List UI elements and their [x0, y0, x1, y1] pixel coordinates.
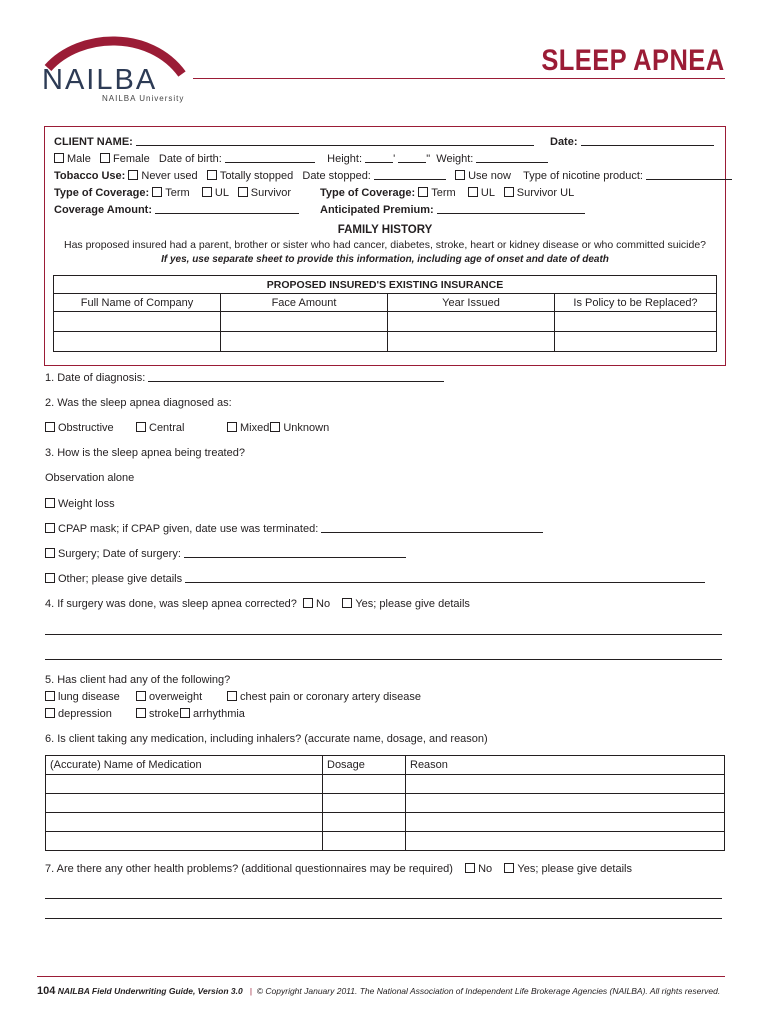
lung-disease-checkbox[interactable] [45, 691, 55, 701]
mixed-label: Mixed [240, 422, 270, 434]
height-inches-field[interactable] [398, 162, 426, 163]
overweight-label: overweight [149, 691, 203, 703]
totally-stopped-label: Totally stopped [219, 170, 294, 182]
female-label: Female [113, 153, 150, 165]
anticipated-premium-field[interactable] [437, 213, 585, 214]
ul-label-1: UL [214, 187, 229, 199]
obstructive-label: Obstructive [58, 422, 114, 434]
col-replaced: Is Policy to be Replaced? [555, 294, 717, 312]
use-now-checkbox[interactable] [455, 170, 465, 180]
table-cell[interactable] [54, 332, 221, 352]
term-checkbox-1[interactable] [152, 187, 162, 197]
weight-loss-label: Weight loss [58, 498, 115, 510]
coverage-type-label-2: Type of Coverage: [320, 187, 416, 199]
coverage-type-label-1: Type of Coverage: [54, 187, 150, 199]
lung-disease-label: lung disease [58, 691, 120, 703]
weight-field[interactable] [476, 162, 548, 163]
dob-label: Date of birth: [158, 153, 222, 165]
ul-checkbox-1[interactable] [202, 187, 212, 197]
table-cell[interactable] [323, 832, 406, 851]
cpap-label: CPAP mask; if CPAP given, date use was terminated: [58, 523, 319, 535]
date-label: Date: [550, 136, 578, 148]
q4-no-checkbox[interactable] [303, 598, 313, 608]
table-row [46, 775, 725, 794]
table-cell[interactable] [388, 332, 555, 352]
table-cell[interactable] [46, 832, 323, 851]
family-history-question: Has proposed insured had a parent, brother or sister who had cancer, diabetes, stroke, heart or kidney disease or who committed suicide? [63, 239, 707, 251]
totally-stopped-checkbox[interactable] [207, 170, 217, 180]
term-label-1: Term [165, 187, 190, 199]
family-history-heading: FAMILY HISTORY [337, 224, 433, 236]
table-cell[interactable] [323, 775, 406, 794]
col-medication-name: (Accurate) Name of Medication [46, 756, 323, 775]
date-stopped-field[interactable] [374, 179, 446, 180]
q4-details-line-1[interactable] [45, 634, 722, 635]
diagnosis-date-field[interactable] [148, 381, 444, 382]
other-checkbox[interactable] [45, 573, 55, 583]
dob-field[interactable] [225, 162, 315, 163]
client-box: CLIENT NAME: Date: Male Female Date of birth: Height: ' " Weight: Tobacco Use: Never used Totally stopped Date stopped: Use now Type of nicotine product: Type of Coverage: Term UL Survivor Type of Coverage: Term UL Survivor UL Coverage Amount: Anticipated Premium: FAMILY HISTORY Has proposed insured had a parent, brother or sister who had cancer, diabetes, stroke, heart or kidney disease or who committed suicide? If yes, use separate sheet to provide this information, including age of onset and date of death PROPOSED INSURED'S EXISTING INSURANCE Full Name of Company Face Amount Year Issued Is Policy to be Replaced? [44, 126, 726, 366]
q7-label: 7. Are there any other health problems? (additional questionnaires may be required) [45, 863, 453, 875]
stroke-label: stroke [149, 708, 179, 720]
nailba-logo [40, 36, 190, 108]
q7-details-line-1[interactable] [45, 898, 722, 899]
table-cell[interactable] [406, 775, 725, 794]
q6-label: 6. Is client taking any medication, including inhalers? (accurate name, dosage, and reason) [45, 733, 488, 745]
date-stopped-label: Date stopped: [302, 170, 371, 182]
height-label: Height: [327, 153, 363, 165]
table-row [46, 813, 725, 832]
col-company: Full Name of Company [54, 294, 221, 312]
table-cell[interactable] [323, 794, 406, 813]
table-cell[interactable] [388, 312, 555, 332]
guide-title: NAILBA Field Underwriting Guide, Version 3.0 [57, 986, 243, 996]
q7-yes-label: Yes; please give details [517, 863, 632, 875]
table-cell[interactable] [221, 332, 388, 352]
anticipated-premium-label: Anticipated Premium: [320, 204, 434, 216]
observation-label: Observation alone [45, 472, 135, 484]
q4-yes-label: Yes; please give details [355, 598, 470, 610]
q7-no-checkbox[interactable] [465, 863, 475, 873]
insurance-table-heading: PROPOSED INSURED'S EXISTING INSURANCE [54, 276, 717, 294]
overweight-checkbox[interactable] [136, 691, 146, 701]
central-checkbox[interactable] [136, 422, 146, 432]
logo-sub: NAILBA University [102, 94, 185, 103]
table-cell[interactable] [46, 775, 323, 794]
table-cell[interactable] [406, 813, 725, 832]
unknown-label: Unknown [283, 422, 330, 434]
term-checkbox-2[interactable] [418, 187, 428, 197]
col-face-amount: Face Amount [221, 294, 388, 312]
header-rule [193, 78, 725, 79]
depression-checkbox[interactable] [45, 708, 55, 718]
male-label: Male [67, 153, 91, 165]
arrhythmia-checkbox[interactable] [180, 708, 190, 718]
col-reason: Reason [406, 756, 725, 775]
table-cell[interactable] [406, 832, 725, 851]
family-history-note: If yes, use separate sheet to provide this information, including age of onset and date of death [161, 254, 609, 265]
table-cell[interactable] [221, 312, 388, 332]
date-field[interactable] [581, 145, 714, 146]
page-title: SLEEP APNEA [541, 44, 725, 77]
female-checkbox[interactable] [100, 153, 110, 163]
table-cell[interactable] [54, 312, 221, 332]
ul-checkbox-2[interactable] [468, 187, 478, 197]
q3-label: 3. How is the sleep apnea being treated? [45, 447, 245, 459]
table-row [54, 332, 717, 352]
q7-no-label: No [478, 863, 493, 875]
chest-pain-label: chest pain or coronary artery disease [240, 691, 421, 703]
q7-yes-checkbox[interactable] [504, 863, 514, 873]
survivor-ul-label: Survivor UL [516, 187, 575, 199]
chest-pain-checkbox[interactable] [227, 691, 237, 701]
col-year-issued: Year Issued [388, 294, 555, 312]
logo-org: NAILBA [42, 64, 158, 96]
central-label: Central [149, 422, 185, 434]
q4-label: 4. If surgery was done, was sleep apnea corrected? [45, 598, 297, 610]
survivor-ul-checkbox[interactable] [504, 187, 514, 197]
cpap-checkbox[interactable] [45, 523, 55, 533]
footer-separator: | [249, 986, 253, 996]
term-label-2: Term [431, 187, 456, 199]
table-cell[interactable] [555, 332, 717, 352]
ul-label-2: UL [480, 187, 495, 199]
col-dosage: Dosage [323, 756, 406, 775]
q5-label: 5. Has client had any of the following? [45, 674, 231, 686]
surgery-date-field[interactable] [184, 557, 406, 558]
height-feet-field[interactable] [365, 162, 393, 163]
table-cell[interactable] [406, 794, 725, 813]
obstructive-checkbox[interactable] [45, 422, 55, 432]
never-used-label: Never used [141, 170, 198, 182]
coverage-amount-field[interactable] [155, 213, 299, 214]
nicotine-field[interactable] [646, 179, 732, 180]
client-name-field[interactable] [136, 145, 534, 146]
q2-label: 2. Was the sleep apnea diagnosed as: [45, 397, 232, 409]
q4-details-line-2[interactable] [45, 659, 722, 660]
use-now-label: Use now [468, 170, 511, 182]
table-cell[interactable] [555, 312, 717, 332]
depression-label: depression [58, 708, 112, 720]
q7-details-line-2[interactable] [45, 918, 722, 919]
mixed-checkbox[interactable] [227, 422, 237, 432]
survivor-checkbox-1[interactable] [238, 187, 248, 197]
existing-insurance-table [53, 275, 717, 352]
surgery-checkbox[interactable] [45, 548, 55, 558]
surgery-label: Surgery; Date of surgery: [58, 548, 181, 560]
footer [37, 985, 720, 997]
table-cell[interactable] [46, 794, 323, 813]
table-row [54, 312, 717, 332]
medication-table [45, 755, 725, 851]
other-details-field[interactable] [185, 582, 705, 583]
page-number: 104 [37, 985, 56, 997]
q4-no-label: No [316, 598, 331, 610]
male-checkbox[interactable] [54, 153, 64, 163]
other-label: Other; please give details [58, 573, 183, 585]
table-cell[interactable] [46, 813, 323, 832]
nicotine-label: Type of nicotine product: [523, 170, 643, 182]
q1-label: 1. Date of diagnosis: [45, 372, 146, 384]
copyright-text: © Copyright January 2011. The National Association of Independent Life Brokerage Agencies (NAILBA). All rights reserved. [256, 986, 721, 996]
cpap-terminated-field[interactable] [321, 532, 543, 533]
tobacco-label: Tobacco Use: [54, 170, 126, 182]
q4-yes-checkbox[interactable] [342, 598, 352, 608]
unknown-checkbox[interactable] [270, 422, 280, 432]
footer-rule [37, 976, 725, 977]
table-cell[interactable] [323, 813, 406, 832]
weight-loss-checkbox[interactable] [45, 498, 55, 508]
stroke-checkbox[interactable] [136, 708, 146, 718]
arrhythmia-label: arrhythmia [192, 708, 245, 720]
coverage-amount-label: Coverage Amount: [54, 204, 152, 216]
table-row [46, 832, 725, 851]
never-used-checkbox[interactable] [128, 170, 138, 180]
table-row [46, 794, 725, 813]
weight-label: Weight: [436, 153, 474, 165]
survivor-label-1: Survivor [250, 187, 292, 199]
client-name-label: CLIENT NAME: [54, 136, 133, 148]
